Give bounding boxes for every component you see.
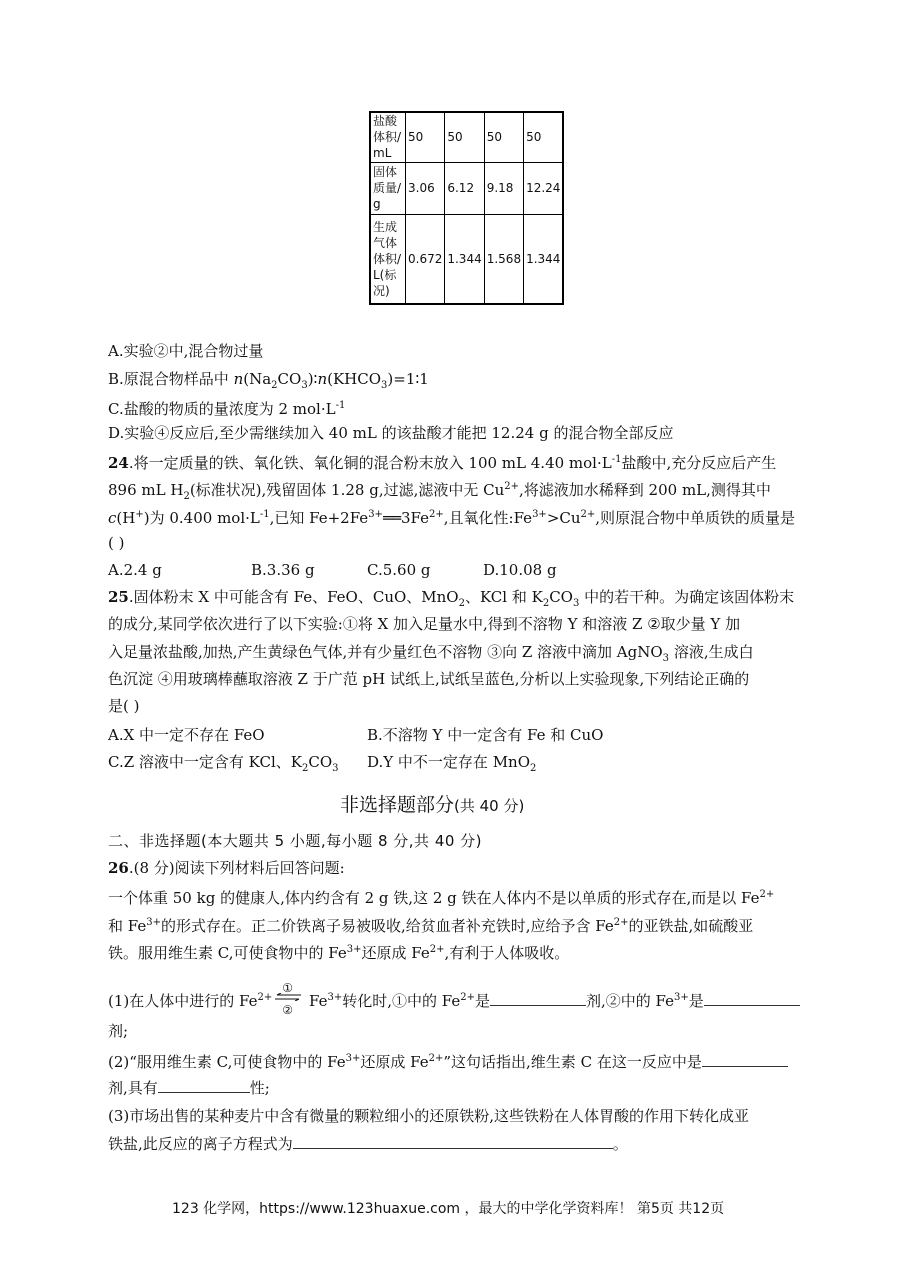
table-row-header: 生成气体体积/L(标况) <box>370 214 406 304</box>
q26-passage-line-3: 铁。服用维生素 C,可使食物中的 $Fe^{3+}$还原成 $Fe^{2+}$,有利于人体吸收。 <box>108 944 570 962</box>
table-cell: 12.24 <box>524 162 564 214</box>
q26-passage-line-2: 和 $Fe^{3+}$的形式存在。正二价铁离子易被吸收,给贫血者补充铁时,应给予含 $Fe^{2+}$的亚铁盐,如硫酸亚 <box>108 917 754 935</box>
answer-blank[interactable] <box>490 991 586 1006</box>
q24-stem-line-2: 896 mL $H_2$(标准状况),残留固体 1.28 g,过滤,滤液中无 $Cu^{2+}$,将滤液加水稀释到 200 mL,测得其中 <box>108 481 771 502</box>
q26-subquestion-2: (2)“服用维生素 C,可使食物中的 $Fe^{3+}$还原成 $Fe^{2+}$”这句话指出,维生素 C 在这一反应中是 <box>108 1049 788 1072</box>
answer-blank[interactable] <box>704 991 800 1006</box>
q26-subquestion-3: (3)市场出售的某种麦片中含有微量的颗粒细小的还原铁粉,这些铁粉在人体胃酸的作用下转化成亚 <box>108 1107 750 1125</box>
part-two-heading: 二、非选择题(本大题共 5 小题,每小题 8 分,共 40 分) <box>108 832 483 850</box>
answer-blank[interactable] <box>158 1078 250 1093</box>
table-cell: 1.344 <box>445 214 484 304</box>
q23-option-d: D.实验④反应后,至少需继续加入 40 mL 的该盐酸才能把 12.24 g 的混合物全部反应 <box>108 424 674 442</box>
table-cell: 50 <box>484 112 523 162</box>
q24-answer-paren: ( ) <box>108 534 125 552</box>
q25-stem-line-5: 是( ) <box>108 697 140 715</box>
q26-subquestion-1: (1)在人体中进行的 $Fe^{2+}$ ① ② $Fe^{3+}$转化时,①中的 $Fe^{2+}$是 剂,②中的 $Fe^{3+}$是 <box>108 988 800 1012</box>
table-cell: 6.12 <box>445 162 484 214</box>
section-title: 非选择题部分(共 40 分) <box>340 794 525 816</box>
experiment-table <box>369 111 564 305</box>
answer-blank[interactable] <box>293 1134 613 1149</box>
q26-subquestion-1-cont: 剂; <box>108 1022 129 1040</box>
answer-blank[interactable] <box>702 1052 788 1067</box>
q25-stem-line-1: 25.固体粉末 X 中可能含有 Fe、FeO、CuO、MnO$_2$、KCl 和 $K_2CO_3$ 中的若干种。为确定该固体粉末 <box>108 588 795 609</box>
q26-subquestion-2-cont: 剂,具有 性; <box>108 1079 270 1097</box>
table-cell: 3.06 <box>406 162 445 214</box>
table-cell: 9.18 <box>484 162 523 214</box>
arrow-label-bottom: ② <box>282 1003 293 1017</box>
q26-intro: 26.(8 分)阅读下列材料后回答问题: <box>108 859 345 877</box>
q25-stem-line-3: 入足量浓盐酸,加热,产生黄绿色气体,并有少量红色不溶物 ③向 Z 溶液中滴加 AgNO$_3$ 溶液,生成白 <box>108 643 754 664</box>
q24-option-a: A.2.4 g <box>108 561 162 579</box>
table-cell: 50 <box>445 112 484 162</box>
q25-stem-line-4: 色沉淀 ④用玻璃棒蘸取溶液 Z 于广范 pH 试纸上,试纸呈蓝色,分析以上实验现象,下列结论正确的 <box>108 670 750 688</box>
table-row <box>370 162 563 214</box>
table-cell: 1.568 <box>484 214 523 304</box>
q24-option-d: D.10.08 g <box>483 561 557 579</box>
table-row-header: 盐酸体积/mL <box>370 112 406 162</box>
table-row-header: 固体质量/g <box>370 162 406 214</box>
q23-option-a: A.实验②中,混合物过量 <box>108 342 264 360</box>
table-cell: 1.344 <box>524 214 564 304</box>
reversible-arrow <box>274 981 302 1017</box>
q23-option-b: B.原混合物样品中 $n(Na_2CO_3)∶n(KHCO_3)=1∶1$ <box>108 370 429 391</box>
q23-option-c: C.盐酸的物质的量浓度为 2 $mol\cdot L^{-1}$ <box>108 400 346 418</box>
table-row <box>370 112 563 162</box>
q25-option-c: C.Z 溶液中一定含有 KCl、$K_2CO_3$ <box>108 753 339 774</box>
q25-option-a: A.X 中一定不存在 FeO <box>108 726 265 744</box>
table-cell: 50 <box>524 112 564 162</box>
q26-passage-line-1: 一个体重 50 kg 的健康人,体内约含有 2 g 铁,这 2 g 铁在人体内不是以单质的形式存在,而是以 $Fe^{2+}$ <box>108 889 775 907</box>
table-cell: 0.672 <box>406 214 445 304</box>
q24-option-c: C.5.60 g <box>367 561 431 579</box>
q24-stem-line-1: 24.将一定质量的铁、氧化铁、氧化铜的混合粉末放入 100 mL 4.40 $mol\cdot L^{-1}$盐酸中,充分反应后产生 <box>108 454 777 472</box>
table-cell: 50 <box>406 112 445 162</box>
q24-stem-line-3: c(H+)为 0.400 $mol\cdot L^{-1}$,已知 $Fe+2Fe^{3+}══3Fe^{2+}$,且氧化性$:Fe^{3+}>Cu^{2+}$,则原混合物中单质铁的质量是 <box>108 509 796 527</box>
arrow-label-top: ① <box>282 981 293 995</box>
page-footer: 123 化学网，https://www.123huaxue.com ，最大的中学化学资料库！ 第5页 共12页 <box>172 1201 725 1217</box>
q25-stem-line-2: 的成分,某同学依次进行了以下实验:①将 X 加入足量水中,得到不溶物 Y 和溶液 Z ②取少量 Y 加 <box>108 615 741 633</box>
table-row <box>370 214 563 304</box>
q24-option-b: B.3.36 g <box>251 561 315 579</box>
q25-option-b: B.不溶物 Y 中一定含有 Fe 和 CuO <box>367 726 604 744</box>
q25-option-d: D.Y 中不一定存在 MnO$_2$ <box>367 753 537 774</box>
q26-subquestion-3-cont: 铁盐,此反应的离子方程式为 。 <box>108 1135 628 1153</box>
